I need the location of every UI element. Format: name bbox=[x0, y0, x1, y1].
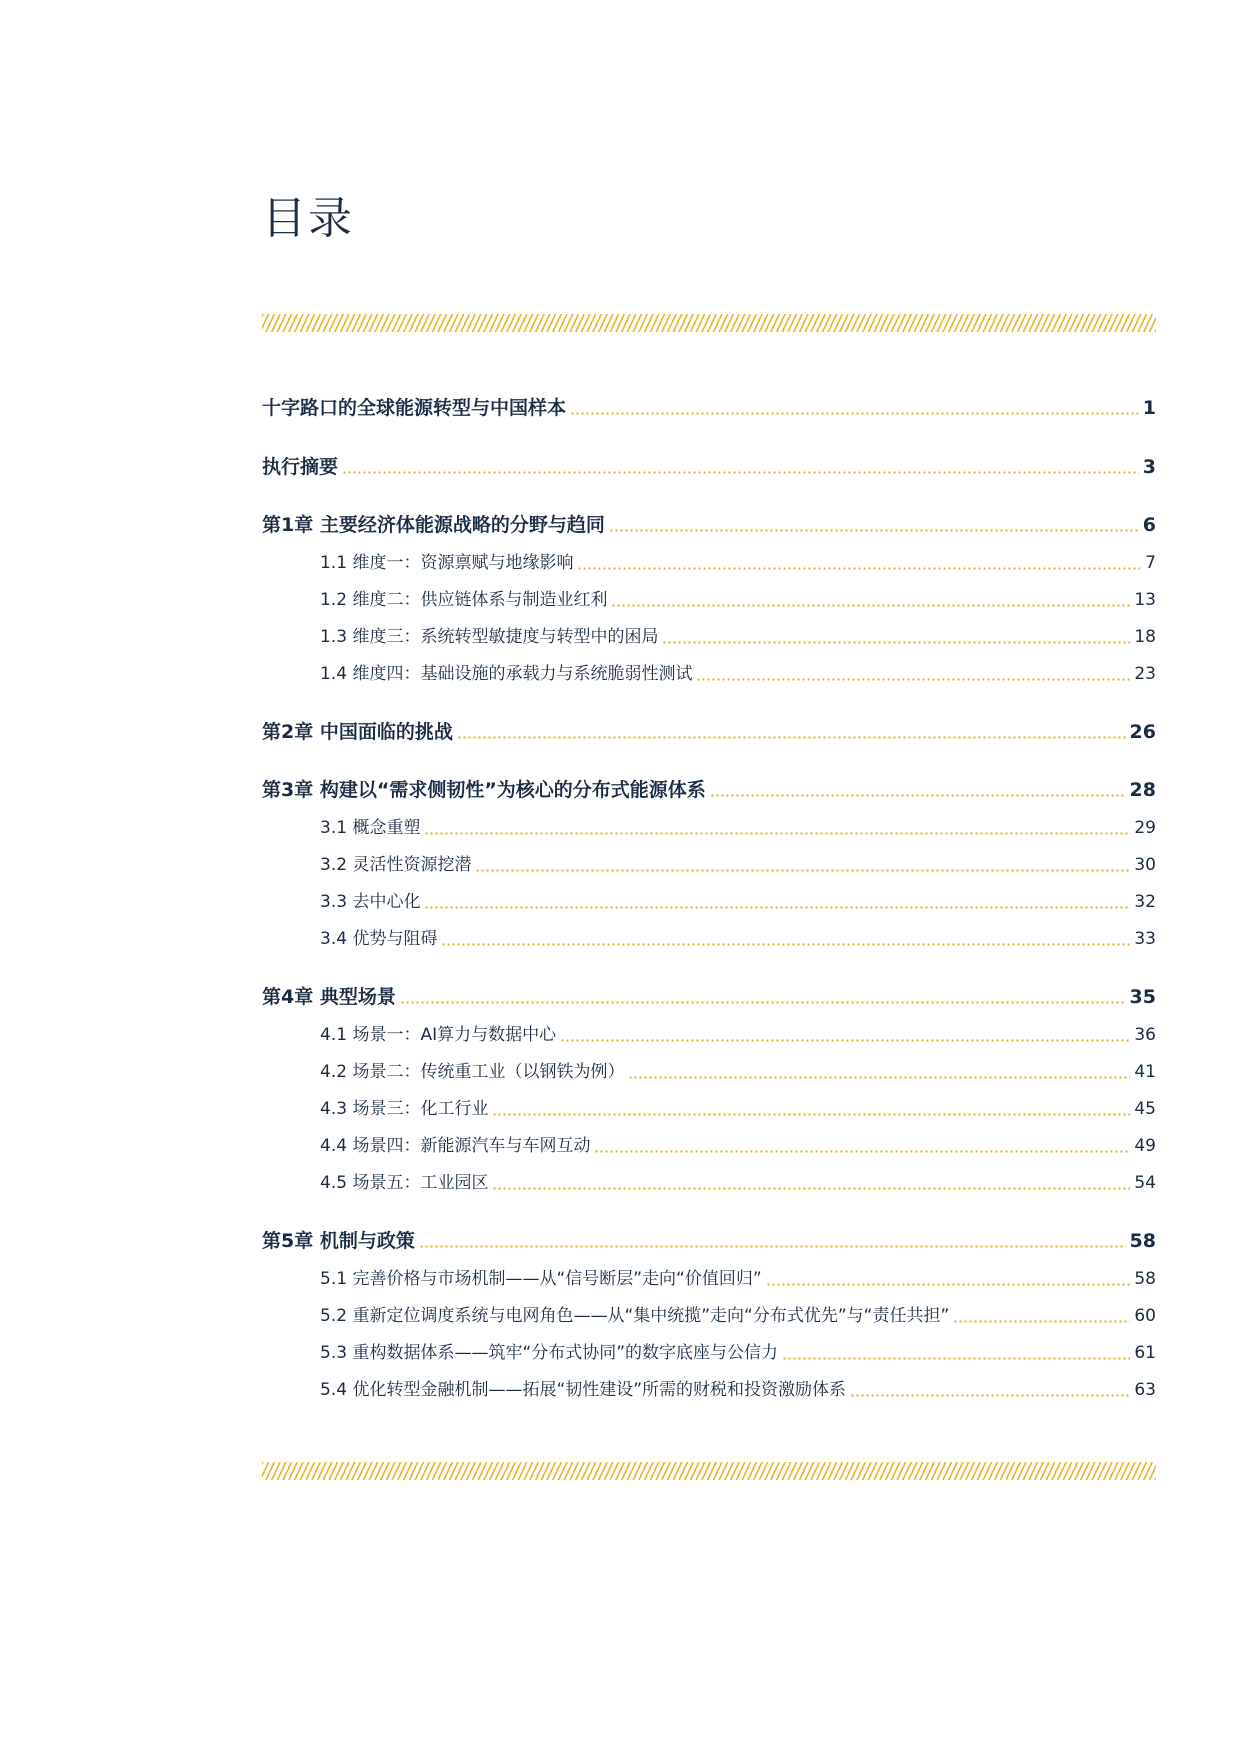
toc-subentry[interactable] bbox=[320, 1298, 1156, 1328]
toc-dot-leader bbox=[400, 1001, 1126, 1004]
toc-subentry[interactable] bbox=[320, 582, 1156, 612]
toc-subentry-page: 33 bbox=[1134, 929, 1156, 949]
toc-dot-leader bbox=[492, 1187, 1130, 1190]
toc-subentry[interactable] bbox=[320, 1335, 1156, 1365]
toc-dot-leader bbox=[766, 1283, 1131, 1286]
toc-subentry[interactable] bbox=[320, 1017, 1156, 1047]
toc-dot-leader bbox=[457, 736, 1126, 739]
toc-dot-leader bbox=[492, 1113, 1130, 1116]
toc-entry-page: 35 bbox=[1129, 986, 1156, 1008]
toc-dot-leader bbox=[441, 943, 1130, 946]
toc-subentry-page: 58 bbox=[1134, 1269, 1156, 1289]
toc-dot-leader bbox=[560, 1039, 1130, 1042]
toc-dot-leader bbox=[609, 529, 1139, 532]
toc-subentry[interactable] bbox=[320, 1261, 1156, 1291]
toc-subentry[interactable] bbox=[320, 1165, 1156, 1195]
toc-subentry-label: 3.2 灵活性资源挖潜 bbox=[320, 855, 472, 875]
decorative-hatch-divider bbox=[262, 1462, 1156, 1480]
toc-entry[interactable] bbox=[262, 979, 1156, 1009]
toc-entry[interactable] bbox=[262, 449, 1156, 479]
toc-subentry-label: 4.3 场景三：化工行业 bbox=[320, 1099, 489, 1119]
toc-dot-leader bbox=[577, 567, 1140, 570]
toc-subentry-label: 1.2 维度二：供应链体系与制造业红利 bbox=[320, 590, 608, 610]
toc-dot-leader bbox=[696, 678, 1130, 681]
toc-subentry-label: 5.3 重构数据体系——筑牢“分布式协同”的数字底座与公信力 bbox=[320, 1343, 779, 1363]
toc-entry[interactable] bbox=[262, 390, 1156, 420]
toc-subentry[interactable] bbox=[320, 656, 1156, 686]
toc-subentry-label: 5.4 优化转型金融机制——拓展“韧性建设”所需的财税和投资激励体系 bbox=[320, 1380, 847, 1400]
toc-subentry[interactable] bbox=[320, 921, 1156, 951]
toc-dot-leader bbox=[710, 794, 1126, 797]
toc-subentry-page: 23 bbox=[1134, 664, 1156, 684]
toc-subentry-page: 13 bbox=[1134, 590, 1156, 610]
toc-entry[interactable] bbox=[262, 714, 1156, 744]
toc-subentry[interactable] bbox=[320, 545, 1156, 575]
toc-entry-page: 3 bbox=[1142, 456, 1156, 478]
toc-entry[interactable] bbox=[262, 507, 1156, 537]
toc-entry-label: 第5章 机制与政策 bbox=[262, 1230, 415, 1252]
toc-subentry-page: 45 bbox=[1134, 1099, 1156, 1119]
toc-dot-leader bbox=[570, 412, 1139, 415]
toc-subentry[interactable] bbox=[320, 810, 1156, 840]
toc-dot-leader bbox=[419, 1245, 1126, 1248]
toc-subentry-page: 41 bbox=[1134, 1062, 1156, 1082]
decorative-hatch-divider bbox=[262, 314, 1156, 332]
toc-subentry-label: 4.5 场景五：工业园区 bbox=[320, 1173, 489, 1193]
toc-dot-leader bbox=[342, 471, 1139, 474]
toc-subentry-page: 60 bbox=[1134, 1306, 1156, 1326]
toc-subentry-label: 5.1 完善价格与市场机制——从“信号断层”走向“价值回归” bbox=[320, 1269, 762, 1289]
toc-entry[interactable] bbox=[262, 772, 1156, 802]
toc-subentry-label: 5.2 重新定位调度系统与电网角色——从“集中统揽”走向“分布式优先”与“责任共担” bbox=[320, 1306, 950, 1326]
toc-subentry-page: 61 bbox=[1134, 1343, 1156, 1363]
toc-subentry-page: 54 bbox=[1134, 1173, 1156, 1193]
toc-entry[interactable] bbox=[262, 1223, 1156, 1253]
toc-entry-page: 26 bbox=[1129, 721, 1156, 743]
toc-subentry-label: 4.4 场景四：新能源汽车与车网互动 bbox=[320, 1136, 591, 1156]
page-title: 目录 bbox=[262, 193, 354, 244]
toc-entry-label: 第3章 构建以“需求侧韧性”为核心的分布式能源体系 bbox=[262, 779, 706, 801]
toc-dot-leader bbox=[611, 604, 1130, 607]
toc-dot-leader bbox=[662, 641, 1130, 644]
toc-entry-page: 6 bbox=[1142, 514, 1156, 536]
toc-subentry-page: 29 bbox=[1134, 818, 1156, 838]
toc-subentry-label: 1.3 维度三：系统转型敏捷度与转型中的困局 bbox=[320, 627, 659, 647]
toc-dot-leader bbox=[594, 1150, 1130, 1153]
toc-subentry[interactable] bbox=[320, 1091, 1156, 1121]
toc-subentry-label: 1.1 维度一：资源禀赋与地缘影响 bbox=[320, 553, 574, 573]
toc-subentry-page: 36 bbox=[1134, 1025, 1156, 1045]
toc-dot-leader bbox=[850, 1394, 1130, 1397]
toc-entry-label: 第2章 中国面临的挑战 bbox=[262, 721, 453, 743]
toc-entry-label: 执行摘要 bbox=[262, 456, 339, 478]
toc-subentry[interactable] bbox=[320, 1128, 1156, 1158]
toc-dot-leader bbox=[475, 869, 1130, 872]
toc-subentry-label: 4.2 场景二：传统重工业（以钢铁为例） bbox=[320, 1062, 625, 1082]
toc-subentry-page: 32 bbox=[1134, 892, 1156, 912]
toc-subentry-page: 49 bbox=[1134, 1136, 1156, 1156]
toc-subentry-page: 63 bbox=[1134, 1380, 1156, 1400]
toc-subentry[interactable] bbox=[320, 1054, 1156, 1084]
toc-subentry[interactable] bbox=[320, 1372, 1156, 1402]
toc-subentry-page: 18 bbox=[1134, 627, 1156, 647]
toc-subentry[interactable] bbox=[320, 884, 1156, 914]
toc-dot-leader bbox=[424, 832, 1130, 835]
toc-entry-label: 十字路口的全球能源转型与中国样本 bbox=[262, 397, 567, 419]
toc-entry-page: 1 bbox=[1142, 397, 1156, 419]
toc-dot-leader bbox=[953, 1320, 1130, 1323]
toc-dot-leader bbox=[782, 1357, 1130, 1360]
toc-subentry[interactable] bbox=[320, 847, 1156, 877]
toc-entry-label: 第1章 主要经济体能源战略的分野与趋同 bbox=[262, 514, 605, 536]
toc-subentry-label: 3.1 概念重塑 bbox=[320, 818, 421, 838]
toc-subentry-page: 30 bbox=[1134, 855, 1156, 875]
toc-entry-page: 58 bbox=[1129, 1230, 1156, 1252]
toc-subentry-label: 4.1 场景一：AI算力与数据中心 bbox=[320, 1025, 557, 1045]
toc-subentry-page: 7 bbox=[1145, 553, 1156, 573]
toc-subentry-label: 1.4 维度四：基础设施的承载力与系统脆弱性测试 bbox=[320, 664, 693, 684]
toc-dot-leader bbox=[628, 1076, 1130, 1079]
toc-entry-page: 28 bbox=[1129, 779, 1156, 801]
toc-subentry-label: 3.3 去中心化 bbox=[320, 892, 421, 912]
toc-entry-label: 第4章 典型场景 bbox=[262, 986, 396, 1008]
toc-subentry-label: 3.4 优势与阻碍 bbox=[320, 929, 438, 949]
toc-dot-leader bbox=[424, 906, 1130, 909]
toc-subentry[interactable] bbox=[320, 619, 1156, 649]
